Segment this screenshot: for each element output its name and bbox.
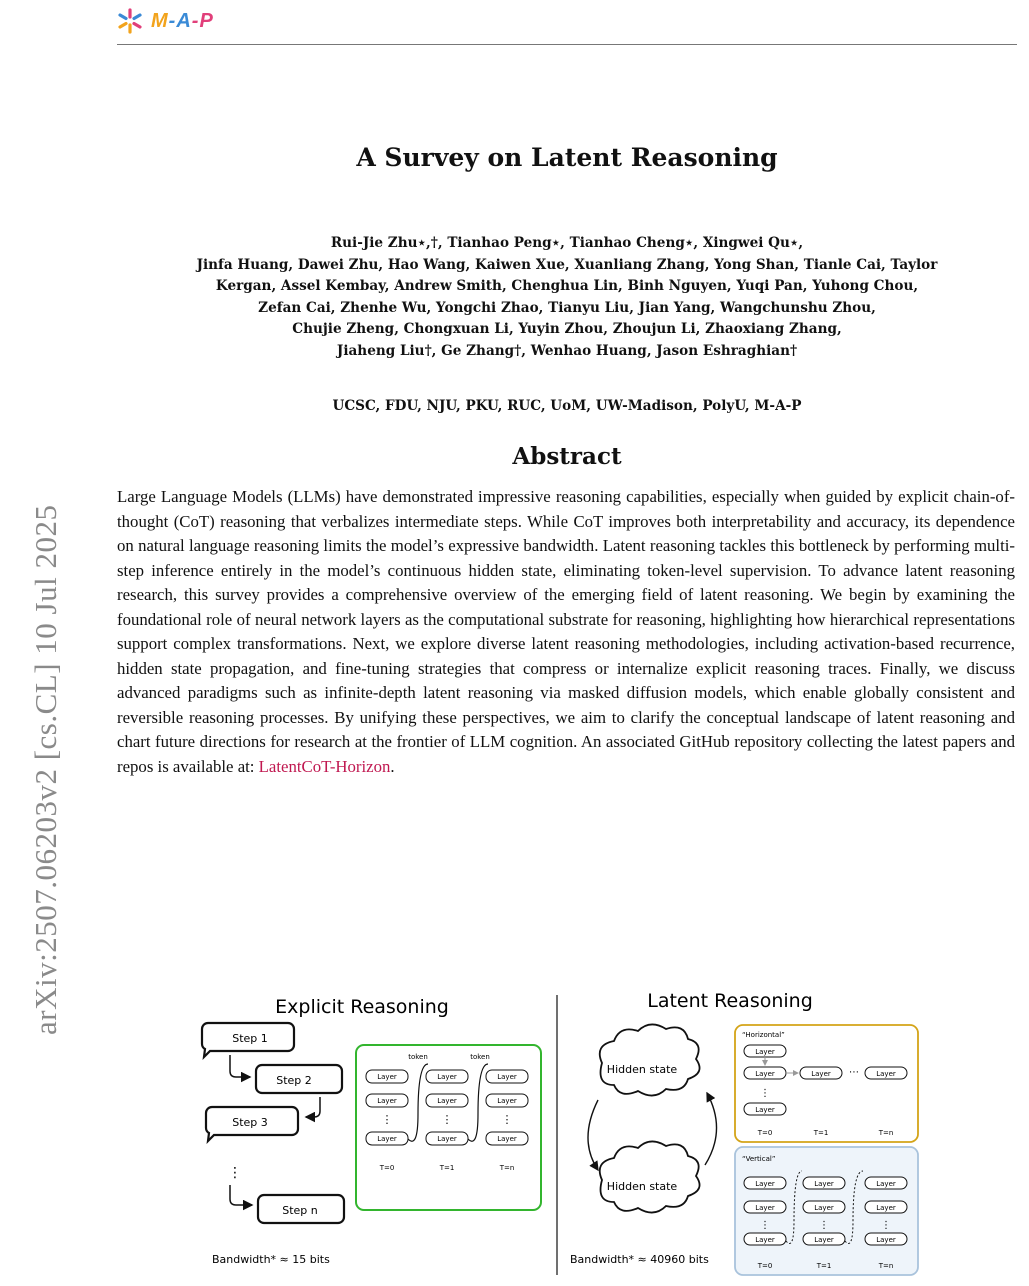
- step-ellipsis: ⋮: [228, 1165, 242, 1181]
- layer-label: Layer: [755, 1048, 775, 1056]
- step-label: Step 2: [276, 1074, 312, 1087]
- time-label: T=n: [878, 1262, 894, 1270]
- layer-label: Layer: [755, 1180, 775, 1188]
- author-line: Rui-Jie Zhu⋆,†, Tianhao Peng⋆, Tianhao Cheng⋆, Xingwei Qu⋆,: [330, 235, 804, 251]
- abstract-heading: Abstract: [512, 443, 622, 470]
- hidden-state-cloud-top: [600, 1024, 700, 1095]
- layer-label: Layer: [814, 1180, 834, 1188]
- layer-label: Layer: [876, 1236, 896, 1244]
- layer-label: Layer: [377, 1073, 397, 1081]
- map-star-logo-icon: [117, 8, 143, 34]
- layer-label: Layer: [755, 1204, 775, 1212]
- header-rule: [117, 44, 1017, 45]
- time-label: T=n: [878, 1129, 894, 1137]
- cycle-arrow: [588, 1100, 598, 1170]
- layer-label: Layer: [497, 1097, 517, 1105]
- layer-label: Layer: [377, 1135, 397, 1143]
- explicit-reasoning-title: Explicit Reasoning: [275, 996, 449, 1018]
- step-arrow: [306, 1097, 320, 1117]
- layer-label: Layer: [437, 1073, 457, 1081]
- layer-ellipsis: ⋮: [819, 1220, 829, 1231]
- layer-label: Layer: [814, 1236, 834, 1244]
- layer-label: Layer: [755, 1236, 775, 1244]
- explicit-bandwidth: Bandwidth* ≈ 15 bits: [212, 1253, 330, 1266]
- layer-ellipsis: ⋮: [381, 1113, 393, 1126]
- author-line: Jinfa Huang, Dawei Zhu, Hao Wang, Kaiwen Xue, Xuanliang Zhang, Yong Shan, Tianle Cai, Taylor: [196, 256, 938, 273]
- layer-ellipsis: ⋮: [881, 1220, 891, 1231]
- arxiv-identifier: arXiv:2507.06203v2 [cs.CL] 10 Jul 2025: [28, 504, 63, 1035]
- time-label: T=0: [757, 1129, 773, 1137]
- vertical-panel: [735, 1147, 918, 1275]
- cycle-arrow: [705, 1093, 717, 1165]
- time-label: T=1: [439, 1164, 455, 1172]
- token-label: token: [408, 1053, 428, 1061]
- layer-ellipsis: ⋮: [760, 1220, 770, 1231]
- author-line: Zefan Cai, Zhenhe Wu, Yongchi Zhao, Tianyu Liu, Jian Yang, Wangchunshu Zhou,: [258, 299, 876, 316]
- step-2-bubble: [256, 1065, 342, 1093]
- layer-label: Layer: [497, 1135, 517, 1143]
- layer-label: Layer: [814, 1204, 834, 1212]
- layer-label: Layer: [755, 1106, 775, 1114]
- author-line: Jiaheng Liu†, Ge Zhang†, Wenhao Huang, Jason Eshraghian†: [336, 342, 798, 359]
- time-label: T=1: [813, 1129, 829, 1137]
- time-label: T=n: [499, 1164, 515, 1172]
- layer-label: Layer: [377, 1097, 397, 1105]
- author-list: [117, 233, 1017, 362]
- layer-label: Layer: [497, 1073, 517, 1081]
- layer-label: Layer: [437, 1135, 457, 1143]
- layer-label: Layer: [876, 1070, 896, 1078]
- layer-ellipsis: ⋮: [760, 1088, 770, 1099]
- layer-label: Layer: [811, 1070, 831, 1078]
- latent-reasoning-title: Latent Reasoning: [647, 990, 813, 1012]
- step-n-bubble: [258, 1195, 344, 1223]
- step-1-bubble: [202, 1023, 294, 1057]
- reasoning-figure: [190, 985, 935, 1280]
- layer-label: Layer: [755, 1070, 775, 1078]
- latent-bandwidth: Bandwidth* ≈ 40960 bits: [570, 1253, 709, 1266]
- hidden-state-label: Hidden state: [606, 1063, 678, 1076]
- step-arrow: [230, 1185, 252, 1205]
- abstract-end: .: [390, 756, 395, 776]
- abstract-text: Large Language Models (LLMs) have demonstrated impressive reasoning capabilities, especially when guided by explicit chain-of-thought (CoT) reasoning that verbalizes intermediate steps. While CoT improves both interpretability and accuracy, its dependence on natural language reasoning limits the model’s expressive bandwidth. Latent reasoning tackles this bottleneck by performing multi-step inference entirely in the model’s continuous hidden state, eliminating token-level supervision. To advance latent reasoning research, this survey provides a comprehensive overview of the emerging field of latent reasoning. We begin by examining the foundational role of neural network layers as the computational substrate for reasoning, highlighting how hierarchical representations support complex transformations. Next, we explore diverse latent reasoning methodologies, including activation-based recurrence, hidden state propagation, and fine-tuning strategies that compress or internalize explicit reasoning traces. Finally, we discuss advanced paradigms such as infinite-depth latent reasoning via masked diffusion models, which enable globally consistent and reversible reasoning processes. By unifying these perspectives, we aim to clarify the conceptual landscape of latent reasoning and chart future directions for research at the frontier of LLM cognition. An associated GitHub repository collecting the latest papers and repos is available at:: [117, 487, 1015, 776]
- author-line: Kergan, Assel Kembay, Andrew Smith, Chenghua Lin, Binh Nguyen, Yuqi Pan, Yuhong Chou,: [215, 278, 919, 294]
- layer-ellipsis: ⋮: [501, 1113, 513, 1126]
- step-label: Step 1: [232, 1032, 268, 1045]
- layer-ellipsis: ⋯: [849, 1067, 859, 1078]
- token-label: token: [470, 1053, 490, 1061]
- layer-label: Layer: [876, 1180, 896, 1188]
- time-label: T=0: [379, 1164, 395, 1172]
- header: [117, 4, 214, 38]
- horizontal-panel: [735, 1025, 918, 1142]
- horizontal-label: “Horizontal”: [742, 1031, 785, 1039]
- affiliations: UCSC, FDU, NJU, PKU, RUC, UoM, UW-Madison, PolyU, M-A-P: [332, 398, 802, 414]
- header-logo-text: M-A-P: [151, 9, 214, 32]
- time-label: T=0: [757, 1262, 773, 1270]
- step-label: Step 3: [232, 1116, 268, 1129]
- author-line: Chujie Zheng, Chongxuan Li, Yuyin Zhou, Zhoujun Li, Zhaoxiang Zhang,: [292, 321, 842, 337]
- abstract-body: [117, 485, 1015, 779]
- hidden-state-label: Hidden state: [606, 1180, 678, 1193]
- layer-label: Layer: [437, 1097, 457, 1105]
- step-arrow: [230, 1055, 250, 1077]
- paper-title: A Survey on Latent Reasoning: [356, 143, 778, 172]
- vertical-label: “Vertical”: [742, 1155, 776, 1163]
- step-label: Step n: [282, 1204, 318, 1217]
- explicit-token-panel: [356, 1045, 541, 1210]
- layer-label: Layer: [876, 1204, 896, 1212]
- step-3-bubble: [206, 1107, 298, 1141]
- github-repo-link[interactable]: LatentCoT-Horizon: [258, 756, 391, 776]
- layer-ellipsis: ⋮: [441, 1113, 453, 1126]
- time-label: T=1: [816, 1262, 832, 1270]
- hidden-state-cloud-bottom: [600, 1141, 700, 1212]
